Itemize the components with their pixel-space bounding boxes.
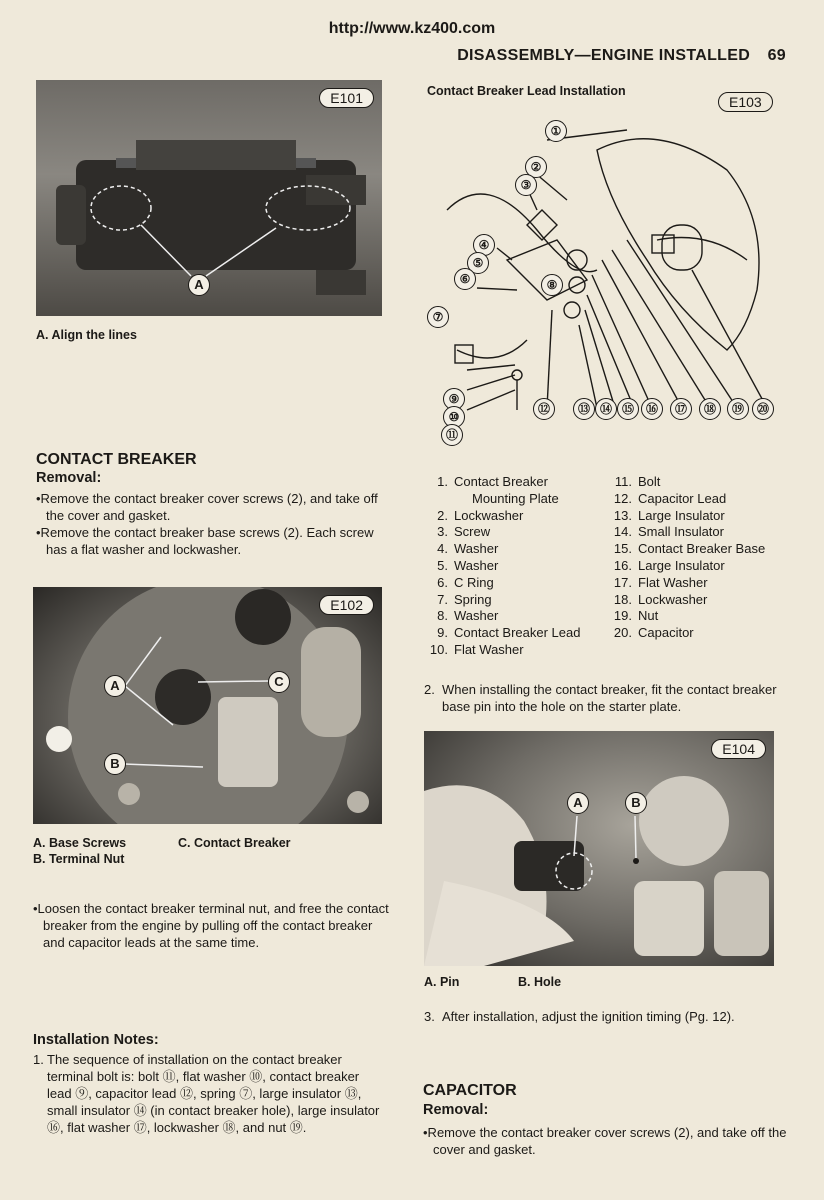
figure-e103-diagram [427, 110, 777, 445]
callout-16: ⑯ [641, 398, 663, 420]
legend-num: 17. [613, 574, 632, 590]
legend-num: 18. [613, 591, 632, 607]
legend-row [420, 508, 600, 525]
callout-4: ④ [473, 234, 495, 256]
callout-20: ⑳ [752, 398, 774, 420]
callout-c: C [268, 671, 290, 693]
legend-text: Lockwasher [454, 507, 524, 523]
legend-num: 12. [613, 490, 632, 506]
legend-text: Capacitor Lead [638, 490, 727, 506]
note-3-text: After installation, adjust the ignition timing (Pg. 12). [442, 1009, 735, 1024]
legend-row [604, 541, 780, 558]
legend-row [604, 508, 780, 525]
figure-e104-tag: E104 [711, 739, 766, 759]
callout-5: ⑤ [467, 252, 489, 274]
legend-num: 9. [437, 625, 448, 641]
legend-num: 11. [614, 474, 632, 489]
figure-e102-caption-b: B. Terminal Nut [33, 852, 125, 866]
legend-row [420, 608, 600, 625]
contact-breaker-photo-illustration [33, 587, 382, 824]
figure-e101-caption: A. Align the lines [36, 328, 137, 342]
legend-row [604, 524, 780, 541]
callout-3: ③ [515, 174, 537, 196]
loosen-step: •Loosen the contact breaker terminal nut, and free the contact breaker from the engine by pulling off the contact breaker and capacitor leads at the same time. [33, 901, 389, 950]
legend-row [604, 558, 780, 575]
legend-num: 3. [437, 524, 448, 540]
source-url[interactable]: http://www.kz400.com [328, 20, 496, 37]
figure-e103-title: Contact Breaker Lead Installation [427, 84, 626, 98]
note-1-text: The sequence of installation on the contact breaker terminal bolt is: bolt ⑪, flat washer ⑩, contact breaker lead ⑨, capacitor lead ⑫, spring ⑦, large insulator ⑬, small insulator ⑭ (in contact breaker hole), large insulator ⑯, flat washer ⑰, lockwasher ⑱, and nut ⑲. [47, 1052, 380, 1135]
legend-num: 1. [437, 474, 448, 489]
page-number: 69 [767, 47, 786, 64]
contact-breaker-heading: CONTACT BREAKER [36, 451, 197, 468]
callout-a: A [567, 792, 589, 814]
legend-row [604, 592, 780, 609]
legend-num: 16. [613, 557, 632, 573]
callout-b: B [625, 792, 647, 814]
callout-11: ⑪ [441, 424, 463, 446]
removal-step-2: •Remove the contact breaker base screws (2). Each screw has a flat washer and lockwasher. [36, 525, 374, 557]
legend-row [604, 474, 780, 491]
legend-text: Contact Breaker [454, 474, 548, 489]
installation-note-1 [33, 1051, 381, 1136]
pin-hole-photo-illustration [424, 731, 774, 966]
legend-num: 8. [437, 608, 448, 624]
legend-text: Small Insulator [638, 524, 724, 540]
legend-text: Washer [454, 541, 499, 557]
note-2-number: 2. [424, 682, 435, 697]
callout-17: ⑰ [670, 398, 692, 420]
legend-num: 14. [613, 524, 632, 540]
callout-6: ⑥ [454, 268, 476, 290]
legend-text: Washer [454, 557, 499, 573]
legend-num: 4. [437, 541, 448, 557]
legend-text: Flat Washer [454, 641, 524, 657]
capacitor-removal-heading: Removal: [423, 1102, 489, 1118]
legend-num: 15. [613, 541, 632, 557]
callout-1: ① [545, 120, 567, 142]
legend-row [420, 625, 600, 642]
legend-text: Large Insulator [638, 557, 725, 573]
legend-num: 20. [613, 625, 632, 641]
legend-row [420, 558, 600, 575]
note-3-number: 3. [424, 1009, 435, 1024]
legend-text: C Ring [454, 574, 494, 590]
callout-14: ⑭ [595, 398, 617, 420]
removal-heading: Removal: [36, 470, 102, 486]
legend-row [420, 524, 600, 541]
legend-text: Nut [638, 608, 659, 624]
legend-row [604, 491, 780, 508]
legend-num: 10. [429, 641, 448, 657]
header-title: DISASSEMBLY—ENGINE INSTALLED [457, 47, 751, 64]
figure-e104-caption-b: B. Hole [518, 975, 562, 989]
legend-text: Screw [454, 524, 491, 540]
callout-10: ⑩ [443, 406, 465, 428]
legend-row [420, 474, 600, 491]
callout-19: ⑲ [727, 398, 749, 420]
page-header [457, 47, 786, 65]
figure-e102-photo [33, 587, 382, 824]
removal-steps [36, 490, 386, 558]
callout-b: B [104, 753, 126, 775]
note-2-text: When installing the contact breaker, fit the contact breaker base pin into the hole on the starter plate. [442, 682, 777, 714]
legend-text: Large Insulator [638, 507, 725, 523]
legend-text: Bolt [638, 474, 661, 489]
legend-text: Contact Breaker Lead [454, 625, 581, 641]
removal-step-1: •Remove the contact breaker cover screws (2), and take off the cover and gasket. [36, 491, 378, 523]
legend-text: Capacitor [638, 625, 694, 641]
installation-note-2 [424, 681, 778, 715]
note-1-number: 1. [33, 1052, 44, 1067]
legend-num: 13. [613, 507, 632, 523]
legend-row [420, 592, 600, 609]
legend-row [420, 491, 600, 508]
callout-15: ⑮ [617, 398, 639, 420]
legend-num: 6. [437, 574, 448, 590]
legend-text: Washer [454, 608, 499, 624]
figure-e102-caption-c: C. Contact Breaker [178, 836, 291, 850]
legend-text: Mounting Plate [472, 490, 559, 506]
legend-left [420, 474, 600, 659]
capacitor-heading: CAPACITOR [423, 1082, 517, 1099]
figure-e104-caption-a: A. Pin [424, 975, 460, 989]
installation-notes-heading: Installation Notes: [33, 1032, 159, 1048]
callout-18: ⑱ [699, 398, 721, 420]
callout-12: ⑫ [533, 398, 555, 420]
legend-text: Lockwasher [638, 591, 708, 607]
legend-row [420, 642, 600, 659]
legend-num: 19. [613, 608, 632, 624]
callout-9: ⑨ [443, 388, 465, 410]
legend-text: Contact Breaker Base [638, 541, 766, 557]
legend-text: Spring [454, 591, 492, 607]
callout-a: A [104, 675, 126, 697]
figure-e101-photo [36, 80, 382, 316]
figure-e103-tag: E103 [718, 92, 773, 112]
callout-7: ⑦ [427, 306, 449, 328]
figure-e104-photo [424, 731, 774, 966]
callout-a: A [188, 274, 210, 296]
legend-row [604, 608, 780, 625]
callout-8: ⑧ [541, 274, 563, 296]
exploded-view-drawing [427, 110, 777, 445]
legend-text: Flat Washer [638, 574, 708, 590]
callout-2: ② [525, 156, 547, 178]
legend-num: 2. [437, 507, 448, 523]
legend-num: 5. [437, 557, 448, 573]
legend-right [604, 474, 780, 642]
figure-e102-caption-a: A. Base Screws [33, 836, 127, 850]
legend-row [420, 541, 600, 558]
legend-row [604, 575, 780, 592]
figure-e102-tag: E102 [319, 595, 374, 615]
installation-note-3 [424, 1008, 780, 1025]
legend-num: 7. [437, 591, 448, 607]
legend-row [604, 625, 780, 642]
capacitor-removal-step: •Remove the contact breaker cover screws (2), and take off the cover and gasket. [423, 1125, 787, 1157]
figure-e101-tag: E101 [319, 88, 374, 108]
callout-13: ⑬ [573, 398, 595, 420]
legend-row [420, 575, 600, 592]
